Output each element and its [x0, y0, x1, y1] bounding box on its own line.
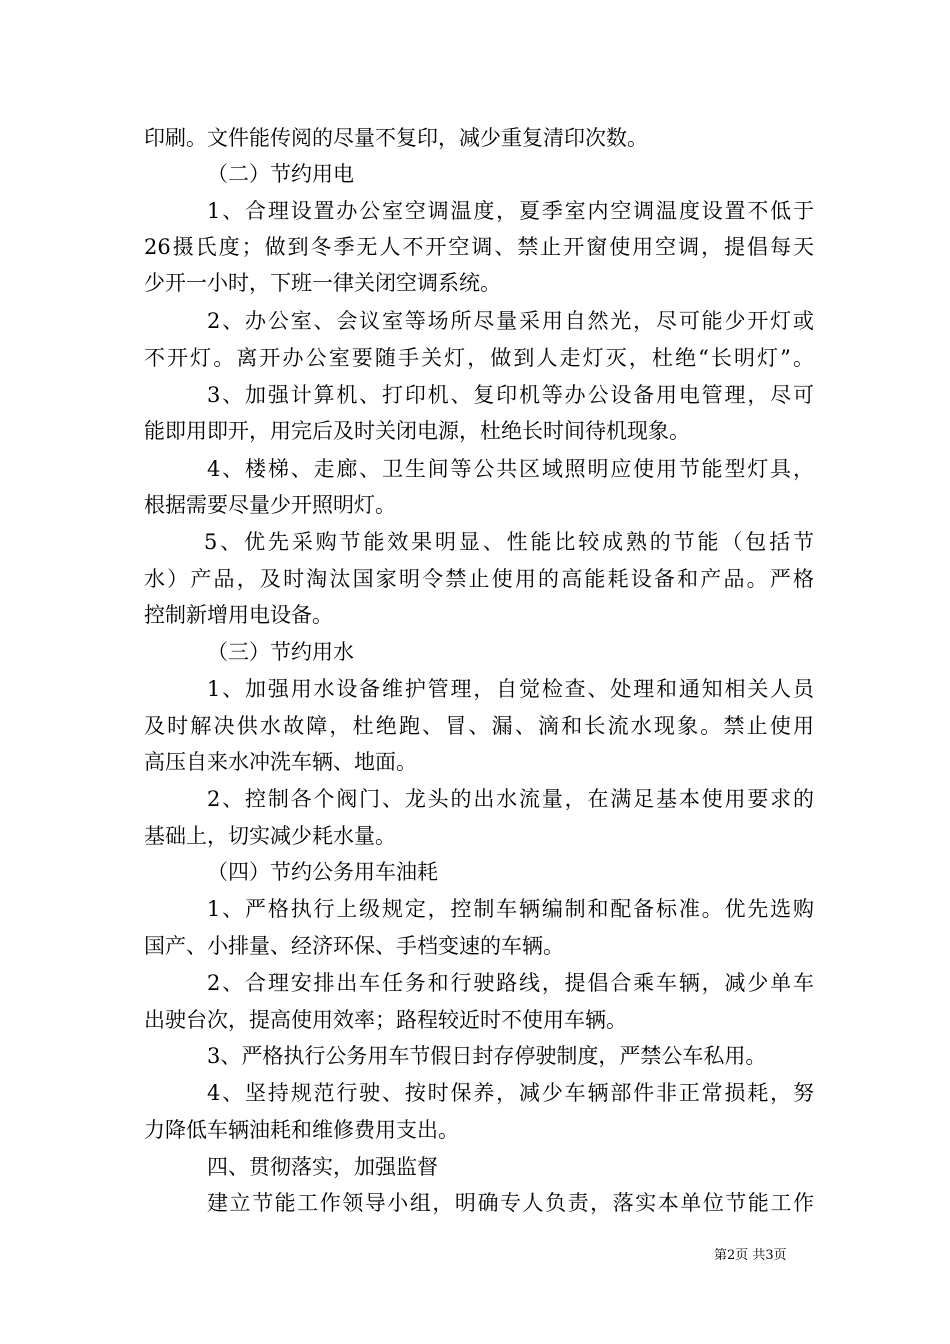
- text-line: 1、严格执行上级规定，控制车辆编制和配备标准。优先选购: [207, 897, 814, 921]
- text-line: 能即用即开，用完后及时关闭电源，杜绝长时间待机现象。: [144, 419, 690, 443]
- text-line: 3、加强计算机、打印机、复印机等办公设备用电管理，尽可: [207, 383, 814, 407]
- text-line: 根据需要尽量少开照明灯。: [144, 493, 396, 517]
- section-heading: 四、贯彻落实，加强监督: [207, 1155, 438, 1179]
- text-line: 不开灯。离开办公室要随手关灯，做到人走灯灭，杜绝“长明灯”。: [144, 346, 814, 370]
- text-line: 高压自来水冲洗车辆、地面。: [144, 750, 417, 774]
- text-line: 2、办公室、会议室等场所尽量采用自然光，尽可能少开灯或: [207, 309, 814, 333]
- text-line: 3、严格执行公务用车节假日封存停驶制度，严禁公车私用。: [207, 1044, 767, 1068]
- text-line: 4、坚持规范行驶、按时保养，减少车辆部件非正常损耗，努: [207, 1081, 814, 1105]
- text-line: 5、优先采购节能效果明显、性能比较成熟的节能（包括节: [204, 530, 814, 554]
- text-line: 控制新增用电设备。: [144, 603, 333, 627]
- section-heading: （四）节约公务用车油耗: [207, 860, 438, 884]
- text-line: 少开一小时，下班一律关闭空调系统。: [144, 271, 501, 295]
- text-line: 1、加强用水设备维护管理，自觉检查、处理和通知相关人员: [207, 677, 814, 701]
- text-line: 力降低车辆油耗和维修费用支出。: [144, 1118, 459, 1142]
- text-line: 国产、小排量、经济环保、手档变速的车辆。: [144, 934, 564, 958]
- text-line: 水）产品，及时淘汰国家明令禁止使用的高能耗设备和产品。严格: [144, 567, 814, 591]
- text-line: 2、控制各个阀门、龙头的出水流量，在满足基本使用要求的: [207, 787, 814, 811]
- text-line: 基础上，切实减少耗水量。: [144, 824, 396, 848]
- text-line: 4、楼梯、走廊、卫生间等公共区域照明应使用节能型灯具，: [207, 457, 814, 481]
- text-line: 及时解决供水故障，杜绝跑、冒、漏、滴和长流水现象。禁止使用: [144, 714, 814, 738]
- text-line: 1、合理设置办公室空调温度，夏季室内空调温度设置不低于: [207, 199, 814, 223]
- text-line: 印刷。文件能传阅的尽量不复印，减少重复清印次数。: [144, 126, 648, 150]
- section-heading: （三）节约用水: [207, 640, 354, 664]
- page-number-footer: 第2页 共3页: [714, 1248, 787, 1263]
- section-heading: （二）节约用电: [207, 162, 354, 186]
- text-line: 出驶台次，提高使用效率；路程较近时不使用车辆。: [144, 1008, 627, 1032]
- text-line: 2、合理安排出车任务和行驶路线，提倡合乘车辆，减少单车: [207, 971, 814, 995]
- text-line: 26摄氏度；做到冬季无人不开空调、禁止开窗使用空调，提倡每天: [144, 235, 814, 259]
- text-line: 建立节能工作领导小组，明确专人负责，落实本单位节能工作: [207, 1191, 814, 1215]
